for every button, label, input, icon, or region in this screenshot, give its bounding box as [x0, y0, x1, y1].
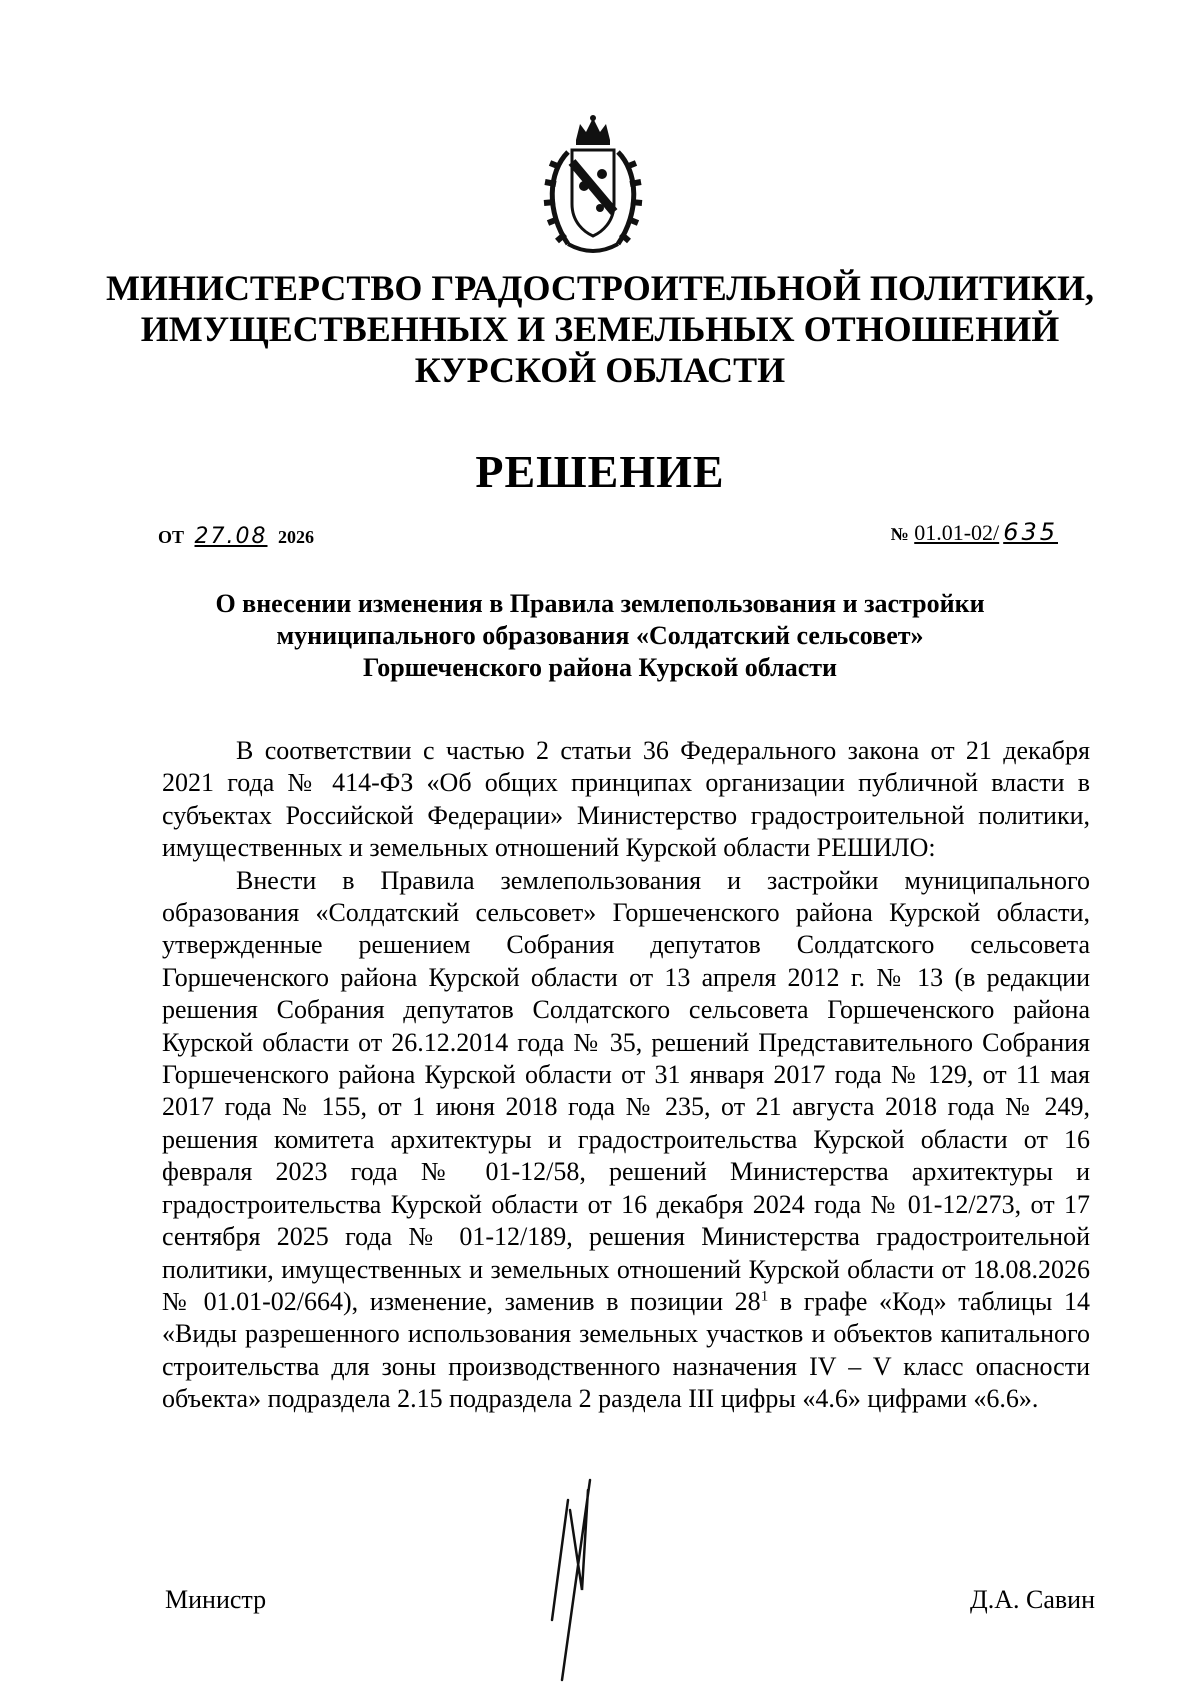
document-body: [162, 735, 1090, 1416]
subject-line-2: муниципального образования «Солдатский сельсовет»: [276, 621, 924, 650]
signatory-name: Д.А. Савин: [970, 1585, 1095, 1614]
body-paragraph-1: В соответствии с частью 2 статьи 36 Федерального закона от 21 декабря 2021 года № 414-ФЗ «Об общих принципах организации публичной власти в субъектах Российской Федерации» Министерство градостроительной политики, имущественных и земельных отношений Курской области РЕШИЛО:: [162, 736, 1090, 863]
position-superscript: 1: [760, 1288, 769, 1305]
date-handwritten: 27.08: [194, 524, 268, 549]
number-label: №: [890, 524, 909, 544]
org-line-1: МИНИСТЕРСТВО ГРАДОСТРОИТЕЛЬНОЙ ПОЛИТИКИ,: [105, 268, 1095, 308]
number-value: [914, 520, 1058, 545]
document-subject: [90, 588, 1110, 684]
subject-line-1: О внесении изменения в Правила землепользования и застройки: [215, 589, 985, 618]
signatory-title: Министр: [165, 1585, 267, 1614]
number-handwritten: 635: [1003, 518, 1058, 546]
document-number: [891, 518, 1058, 546]
body-paragraph-2: [162, 865, 1090, 1416]
body-paragraph-2-part-b: в графе «Код» таблицы 14 «Виды разрешенного использования земельных участков и объектов капитального строительства для зоны производственного назначения IV – V класс опасности объекта» подраздела 2.15 подраздела 2 раздела III цифры «4.6» цифрами «6.6».: [162, 1286, 1090, 1414]
handwritten-signature: [540, 1470, 620, 1685]
number-printed: 01.01-02/: [914, 520, 1000, 545]
subject-line-3: Горшеченского района Курской области: [362, 653, 838, 682]
org-line-2: ИМУЩЕСТВЕННЫХ И ЗЕМЕЛЬНЫХ ОТНОШЕНИЙ: [140, 309, 1060, 349]
document-date: [158, 524, 314, 549]
date-prefix: ОТ: [158, 527, 185, 547]
coat-of-arms-icon: [538, 112, 648, 262]
date-year: 2026: [278, 527, 314, 547]
org-line-3: КУРСКОЙ ОБЛАСТИ: [414, 350, 786, 390]
document-type: РЕШЕНИЕ: [475, 446, 725, 497]
body-paragraph-2-part-a: Внести в Правила землепользования и застройки муниципального образования «Солдатский сельсовет» Горшеченского района Курской области, утвержденные решением Собрания депутатов Солдатского сельсовета Горшеченского района Курской области от 13 апреля 2012 г. № 13 (в редакции решения Собрания депутатов Солдатского сельсовета Горшеченского района Курской области от 26.12.2014 года № 35, решений Представительного Собрания Горшеченского района Курской области от 31 января 2017 года № 129, от 11 мая 2017 года № 155, от 1 июня 2018 года № 235, от 21 августа 2018 года № 249, решения комитета архитектуры и градостроительства Курской области от 16 февраля 2023 года № 01-12/58, решений Министерства архитектуры и градостроительства Курской области от 16 декабря 2024 года № 01-12/273, от 17 сентября 2025 года № 01-12/189, решения Министерства градостроительной политики, имущественных и земельных отношений Курской области от 18.08.2026 № 01.01-02/664), изменение, заменив в позиции 28: [162, 865, 1090, 1316]
organization-name: [90, 268, 1110, 391]
